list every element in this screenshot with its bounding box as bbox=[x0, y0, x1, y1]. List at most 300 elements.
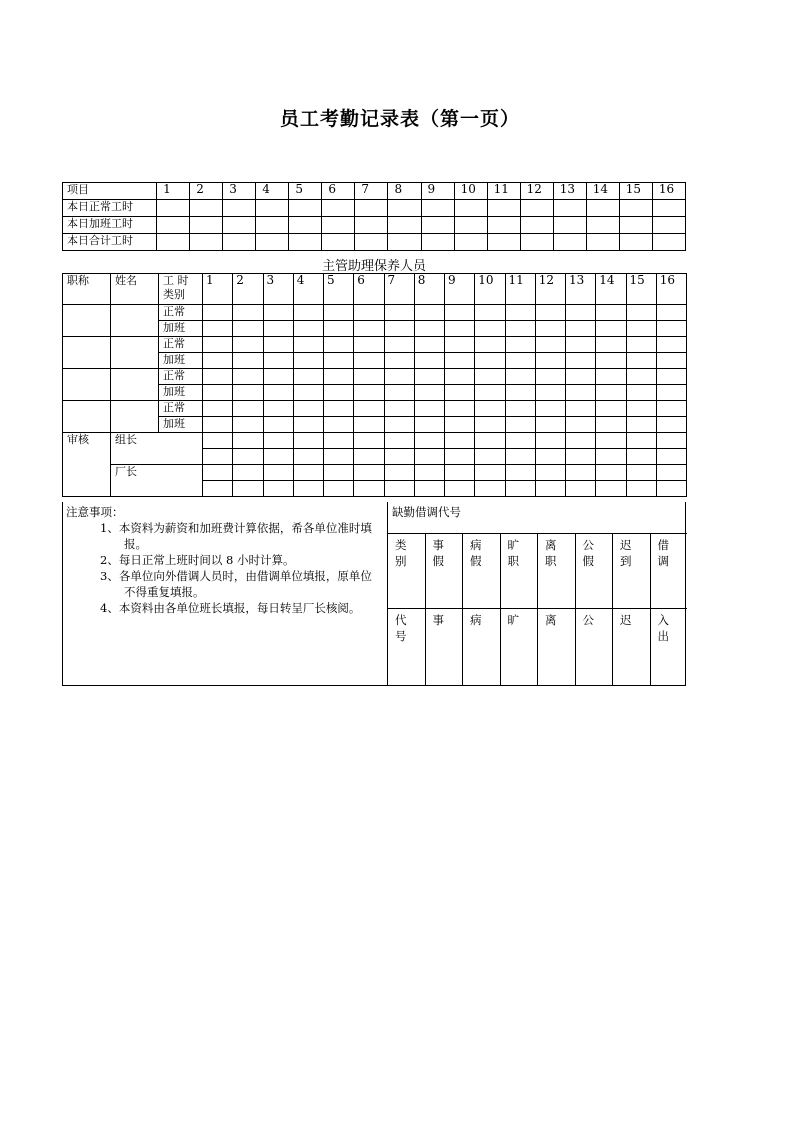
note-item-1: 1、本资料为薪资和加班费计算依据，希各单位准时填 bbox=[100, 521, 372, 535]
attendance-cell[interactable] bbox=[626, 305, 656, 321]
signature-cell[interactable] bbox=[324, 449, 354, 465]
signature-cell[interactable] bbox=[626, 449, 656, 465]
notes-and-codes-section bbox=[62, 502, 686, 686]
hours-cell[interactable] bbox=[223, 200, 256, 217]
attendance-cell[interactable] bbox=[566, 417, 596, 433]
attendance-cell[interactable] bbox=[203, 321, 233, 337]
attendance-cell[interactable] bbox=[324, 401, 354, 417]
signature-cell[interactable] bbox=[596, 465, 626, 481]
absence-type-cell: 借 调 bbox=[657, 538, 669, 568]
attendance-cell[interactable] bbox=[233, 353, 263, 369]
signature-cell[interactable] bbox=[445, 433, 475, 449]
attendance-cell[interactable] bbox=[414, 369, 444, 385]
hours-cell[interactable] bbox=[157, 217, 190, 234]
attendance-cell[interactable] bbox=[414, 321, 444, 337]
attendance-cell[interactable] bbox=[596, 401, 626, 417]
signature-cell[interactable] bbox=[203, 449, 233, 465]
attendance-cell[interactable] bbox=[505, 417, 535, 433]
staff-row bbox=[63, 369, 687, 385]
hours-cell[interactable] bbox=[652, 200, 685, 217]
hours-cell[interactable] bbox=[355, 217, 388, 234]
signature-cell[interactable] bbox=[414, 449, 444, 465]
signature-cell[interactable] bbox=[566, 481, 596, 497]
signature-cell[interactable] bbox=[414, 465, 444, 481]
attendance-cell[interactable] bbox=[384, 417, 414, 433]
hours-cell[interactable] bbox=[454, 200, 487, 217]
attendance-cell[interactable] bbox=[626, 417, 656, 433]
staff-day-header-5: 5 bbox=[324, 274, 354, 305]
attendance-cell[interactable] bbox=[566, 369, 596, 385]
hour-type-overtime: 加班 bbox=[159, 353, 203, 369]
attendance-cell[interactable] bbox=[656, 417, 686, 433]
attendance-cell[interactable] bbox=[263, 369, 293, 385]
attendance-cell[interactable] bbox=[626, 337, 656, 353]
attendance-cell[interactable] bbox=[535, 321, 565, 337]
absence-type-cell: 事 假 bbox=[426, 534, 464, 608]
hours-cell[interactable] bbox=[586, 217, 619, 234]
summary-item-header: 项目 bbox=[63, 183, 157, 200]
attendance-cell[interactable] bbox=[445, 401, 475, 417]
note-item-2: 2、每日正常上班时间以 8 小时计算。 bbox=[100, 553, 295, 567]
attendance-cell[interactable] bbox=[354, 321, 384, 337]
attendance-cell[interactable] bbox=[293, 353, 323, 369]
staff-day-header-1: 1 bbox=[203, 274, 233, 305]
signature-cell[interactable] bbox=[535, 433, 565, 449]
hours-cell[interactable] bbox=[256, 217, 289, 234]
signature-cell[interactable] bbox=[233, 481, 263, 497]
review-label: 审核 bbox=[63, 433, 111, 497]
hours-cell[interactable] bbox=[553, 217, 586, 234]
signature-cell[interactable] bbox=[475, 481, 505, 497]
hours-cell[interactable] bbox=[487, 200, 520, 217]
summary-row bbox=[63, 234, 686, 251]
attendance-cell[interactable] bbox=[535, 337, 565, 353]
signature-cell[interactable] bbox=[445, 481, 475, 497]
signature-cell[interactable] bbox=[203, 481, 233, 497]
note-item-1-cont: 报。 bbox=[124, 537, 147, 551]
attendance-cell[interactable] bbox=[656, 401, 686, 417]
attendance-cell[interactable] bbox=[414, 401, 444, 417]
summary-row-label: 本日合计工时 bbox=[63, 234, 157, 251]
attendance-cell[interactable] bbox=[384, 321, 414, 337]
staff-title-cell[interactable] bbox=[63, 401, 111, 433]
signature-cell[interactable] bbox=[445, 449, 475, 465]
signature-cell[interactable] bbox=[505, 433, 535, 449]
note-item-3-cont: 不得重复填报。 bbox=[124, 585, 205, 599]
staff-title-cell[interactable] bbox=[63, 305, 111, 337]
absence-type-cell: 迟 到 bbox=[613, 534, 651, 608]
attendance-cell[interactable] bbox=[384, 337, 414, 353]
signature-cell[interactable] bbox=[626, 433, 656, 449]
attendance-cell[interactable] bbox=[626, 401, 656, 417]
attendance-cell[interactable] bbox=[445, 369, 475, 385]
hours-cell[interactable] bbox=[619, 217, 652, 234]
absence-type-cell: 病 假 bbox=[463, 534, 501, 608]
attendance-cell[interactable] bbox=[354, 401, 384, 417]
section-title: 主管助理保养人员 bbox=[321, 259, 426, 274]
hours-cell[interactable] bbox=[289, 200, 322, 217]
hours-cell[interactable] bbox=[256, 234, 289, 251]
attendance-cell[interactable] bbox=[596, 305, 626, 321]
attendance-cell[interactable] bbox=[505, 321, 535, 337]
signature-cell[interactable] bbox=[354, 481, 384, 497]
attendance-cell[interactable] bbox=[233, 401, 263, 417]
attendance-cell[interactable] bbox=[566, 321, 596, 337]
staff-title-cell[interactable] bbox=[63, 337, 111, 369]
signature-cell[interactable] bbox=[505, 481, 535, 497]
attendance-cell[interactable] bbox=[354, 337, 384, 353]
hours-cell[interactable] bbox=[322, 217, 355, 234]
attendance-cell[interactable] bbox=[233, 305, 263, 321]
signature-cell[interactable] bbox=[505, 465, 535, 481]
staff-day-header-11: 11 bbox=[505, 274, 535, 305]
hours-cell[interactable] bbox=[223, 234, 256, 251]
hours-cell[interactable] bbox=[454, 234, 487, 251]
hours-cell[interactable] bbox=[322, 200, 355, 217]
attendance-cell[interactable] bbox=[566, 305, 596, 321]
signature-cell[interactable] bbox=[293, 481, 323, 497]
attendance-cell[interactable] bbox=[535, 401, 565, 417]
attendance-cell[interactable] bbox=[445, 353, 475, 369]
attendance-cell[interactable] bbox=[324, 385, 354, 401]
signature-cell[interactable] bbox=[596, 449, 626, 465]
hours-cell[interactable] bbox=[223, 217, 256, 234]
attendance-cell[interactable] bbox=[445, 337, 475, 353]
attendance-cell[interactable] bbox=[566, 337, 596, 353]
attendance-cell[interactable] bbox=[293, 337, 323, 353]
attendance-cell[interactable] bbox=[596, 321, 626, 337]
attendance-cell[interactable] bbox=[566, 401, 596, 417]
absence-code-cell: 事 bbox=[426, 609, 464, 685]
attendance-cell[interactable] bbox=[263, 401, 293, 417]
hours-cell[interactable] bbox=[190, 217, 223, 234]
attendance-cell[interactable] bbox=[445, 417, 475, 433]
col-header-hour-type: 工 时 类别 bbox=[159, 274, 203, 305]
attendance-cell[interactable] bbox=[293, 321, 323, 337]
attendance-cell[interactable] bbox=[505, 353, 535, 369]
attendance-cell[interactable] bbox=[233, 385, 263, 401]
attendance-cell[interactable] bbox=[475, 305, 505, 321]
signature-cell[interactable] bbox=[505, 449, 535, 465]
attendance-cell[interactable] bbox=[263, 305, 293, 321]
attendance-cell[interactable] bbox=[566, 353, 596, 369]
attendance-cell[interactable] bbox=[293, 305, 323, 321]
hours-cell[interactable] bbox=[619, 200, 652, 217]
summary-row-label: 本日加班工时 bbox=[63, 217, 157, 234]
signature-cell[interactable] bbox=[596, 433, 626, 449]
attendance-cell[interactable] bbox=[656, 385, 686, 401]
signature-cell[interactable] bbox=[656, 433, 686, 449]
attendance-cell[interactable] bbox=[354, 369, 384, 385]
staff-row bbox=[63, 305, 687, 321]
attendance-cell[interactable] bbox=[203, 401, 233, 417]
hour-type-overtime: 加班 bbox=[159, 385, 203, 401]
staff-name-cell[interactable] bbox=[111, 305, 159, 337]
attendance-cell[interactable] bbox=[626, 369, 656, 385]
hours-cell[interactable] bbox=[520, 217, 553, 234]
attendance-cell[interactable] bbox=[263, 385, 293, 401]
hours-cell[interactable] bbox=[289, 234, 322, 251]
attendance-cell[interactable] bbox=[505, 369, 535, 385]
hours-cell[interactable] bbox=[355, 200, 388, 217]
signature-cell[interactable] bbox=[293, 433, 323, 449]
attendance-cell[interactable] bbox=[656, 337, 686, 353]
attendance-cell[interactable] bbox=[233, 417, 263, 433]
attendance-cell[interactable] bbox=[203, 305, 233, 321]
attendance-cell[interactable] bbox=[414, 417, 444, 433]
signature-cell[interactable] bbox=[535, 465, 565, 481]
attendance-cell[interactable] bbox=[233, 337, 263, 353]
staff-day-header-2: 2 bbox=[233, 274, 263, 305]
signature-cell[interactable] bbox=[263, 433, 293, 449]
attendance-cell[interactable] bbox=[475, 321, 505, 337]
attendance-cell[interactable] bbox=[354, 417, 384, 433]
hours-cell[interactable] bbox=[421, 234, 454, 251]
signature-cell[interactable] bbox=[414, 481, 444, 497]
signature-cell[interactable] bbox=[535, 481, 565, 497]
hours-cell[interactable] bbox=[619, 234, 652, 251]
day-header-1: 1 bbox=[157, 183, 190, 200]
hours-cell[interactable] bbox=[652, 234, 685, 251]
staff-title-cell[interactable] bbox=[63, 369, 111, 401]
hour-type-overtime: 加班 bbox=[159, 321, 203, 337]
attendance-cell[interactable] bbox=[384, 353, 414, 369]
attendance-cell[interactable] bbox=[445, 385, 475, 401]
hours-cell[interactable] bbox=[388, 200, 421, 217]
attendance-cell[interactable] bbox=[384, 385, 414, 401]
signature-cell[interactable] bbox=[324, 481, 354, 497]
attendance-cell[interactable] bbox=[535, 417, 565, 433]
attendance-cell[interactable] bbox=[414, 385, 444, 401]
note-item-3: 3、各单位向外借调人员时，由借调单位填报，原单位 bbox=[100, 569, 372, 583]
hours-cell[interactable] bbox=[520, 234, 553, 251]
hours-cell[interactable] bbox=[355, 234, 388, 251]
attendance-cell[interactable] bbox=[414, 305, 444, 321]
attendance-cell[interactable] bbox=[414, 337, 444, 353]
hours-cell[interactable] bbox=[388, 234, 421, 251]
attendance-cell[interactable] bbox=[475, 369, 505, 385]
signature-cell[interactable] bbox=[566, 433, 596, 449]
hours-cell[interactable] bbox=[157, 200, 190, 217]
signature-cell[interactable] bbox=[566, 465, 596, 481]
day-header-13: 13 bbox=[553, 183, 586, 200]
attendance-cell[interactable] bbox=[475, 417, 505, 433]
attendance-cell[interactable] bbox=[203, 369, 233, 385]
staff-day-header-7: 7 bbox=[384, 274, 414, 305]
signature-cell[interactable] bbox=[263, 449, 293, 465]
signature-cell[interactable] bbox=[384, 449, 414, 465]
absence-code-cell: 入 出 bbox=[657, 613, 669, 643]
team-leader-label: 组长 bbox=[111, 433, 203, 465]
signature-cell[interactable] bbox=[656, 465, 686, 481]
hours-cell[interactable] bbox=[289, 217, 322, 234]
attendance-cell[interactable] bbox=[626, 321, 656, 337]
staff-day-header-16: 16 bbox=[656, 274, 686, 305]
signature-cell[interactable] bbox=[384, 433, 414, 449]
hours-cell[interactable] bbox=[553, 234, 586, 251]
day-header-12: 12 bbox=[520, 183, 553, 200]
signature-cell[interactable] bbox=[384, 465, 414, 481]
signature-cell[interactable] bbox=[233, 433, 263, 449]
signature-cell[interactable] bbox=[293, 449, 323, 465]
attendance-cell[interactable] bbox=[535, 369, 565, 385]
review-row bbox=[63, 465, 687, 481]
signature-cell[interactable] bbox=[414, 433, 444, 449]
hour-type-normal: 正常 bbox=[159, 369, 203, 385]
attendance-cell[interactable] bbox=[414, 353, 444, 369]
hours-cell[interactable] bbox=[454, 217, 487, 234]
signature-cell[interactable] bbox=[596, 481, 626, 497]
attendance-cell[interactable] bbox=[384, 369, 414, 385]
attendance-cell[interactable] bbox=[293, 369, 323, 385]
attendance-cell[interactable] bbox=[324, 417, 354, 433]
staff-day-header-10: 10 bbox=[475, 274, 505, 305]
summary-header-row bbox=[63, 183, 686, 200]
hours-cell[interactable] bbox=[520, 200, 553, 217]
attendance-cell[interactable] bbox=[656, 353, 686, 369]
hours-cell[interactable] bbox=[421, 200, 454, 217]
attendance-cell[interactable] bbox=[475, 401, 505, 417]
attendance-cell[interactable] bbox=[505, 337, 535, 353]
attendance-cell[interactable] bbox=[233, 321, 263, 337]
attendance-cell[interactable] bbox=[445, 321, 475, 337]
attendance-cell[interactable] bbox=[263, 353, 293, 369]
signature-cell[interactable] bbox=[445, 465, 475, 481]
review-row bbox=[63, 433, 687, 449]
signature-cell[interactable] bbox=[203, 465, 233, 481]
attendance-cell[interactable] bbox=[475, 353, 505, 369]
day-header-3: 3 bbox=[223, 183, 256, 200]
day-header-4: 4 bbox=[256, 183, 289, 200]
hours-cell[interactable] bbox=[421, 217, 454, 234]
hours-cell[interactable] bbox=[322, 234, 355, 251]
signature-cell[interactable] bbox=[324, 433, 354, 449]
absence-codes-title: 缺勤借调代号 bbox=[388, 502, 687, 534]
attendance-cell[interactable] bbox=[203, 353, 233, 369]
hours-cell[interactable] bbox=[190, 234, 223, 251]
signature-cell[interactable] bbox=[656, 449, 686, 465]
staff-day-header-15: 15 bbox=[626, 274, 656, 305]
attendance-cell[interactable] bbox=[384, 401, 414, 417]
hours-cell[interactable] bbox=[586, 200, 619, 217]
attendance-cell[interactable] bbox=[535, 353, 565, 369]
attendance-cell[interactable] bbox=[626, 385, 656, 401]
attendance-cell[interactable] bbox=[324, 321, 354, 337]
signature-cell[interactable] bbox=[626, 481, 656, 497]
signature-cell[interactable] bbox=[233, 449, 263, 465]
absence-type-cell: 离 职 bbox=[538, 534, 576, 608]
attendance-cell[interactable] bbox=[233, 369, 263, 385]
attendance-cell[interactable] bbox=[324, 305, 354, 321]
attendance-cell[interactable] bbox=[203, 417, 233, 433]
attendance-cell[interactable] bbox=[203, 385, 233, 401]
signature-cell[interactable] bbox=[475, 465, 505, 481]
hours-cell[interactable] bbox=[190, 200, 223, 217]
attendance-cell[interactable] bbox=[263, 337, 293, 353]
signature-cell[interactable] bbox=[203, 433, 233, 449]
summary-row-label: 本日正常工时 bbox=[63, 200, 157, 217]
attendance-cell[interactable] bbox=[354, 353, 384, 369]
attendance-cell[interactable] bbox=[293, 401, 323, 417]
attendance-cell[interactable] bbox=[324, 353, 354, 369]
signature-cell[interactable] bbox=[475, 433, 505, 449]
attendance-cell[interactable] bbox=[505, 401, 535, 417]
attendance-cell[interactable] bbox=[293, 417, 323, 433]
attendance-cell[interactable] bbox=[324, 337, 354, 353]
signature-cell[interactable] bbox=[535, 449, 565, 465]
hours-cell[interactable] bbox=[586, 234, 619, 251]
signature-cell[interactable] bbox=[626, 465, 656, 481]
attendance-cell[interactable] bbox=[263, 417, 293, 433]
absence-code-row bbox=[388, 609, 687, 685]
attendance-cell[interactable] bbox=[354, 305, 384, 321]
signature-cell[interactable] bbox=[475, 449, 505, 465]
attendance-cell[interactable] bbox=[293, 385, 323, 401]
hours-cell[interactable] bbox=[487, 217, 520, 234]
attendance-cell[interactable] bbox=[324, 369, 354, 385]
attendance-cell[interactable] bbox=[535, 305, 565, 321]
attendance-cell[interactable] bbox=[263, 321, 293, 337]
hours-cell[interactable] bbox=[652, 217, 685, 234]
hours-cell[interactable] bbox=[388, 217, 421, 234]
attendance-cell[interactable] bbox=[656, 305, 686, 321]
hours-cell[interactable] bbox=[256, 200, 289, 217]
attendance-cell[interactable] bbox=[656, 369, 686, 385]
summary-row bbox=[63, 217, 686, 234]
signature-cell[interactable] bbox=[566, 449, 596, 465]
attendance-cell[interactable] bbox=[203, 337, 233, 353]
signature-cell[interactable] bbox=[384, 481, 414, 497]
attendance-cell[interactable] bbox=[354, 385, 384, 401]
attendance-cell[interactable] bbox=[626, 353, 656, 369]
signature-cell[interactable] bbox=[263, 481, 293, 497]
attendance-cell[interactable] bbox=[596, 369, 626, 385]
attendance-cell[interactable] bbox=[445, 305, 475, 321]
staff-day-header-14: 14 bbox=[596, 274, 626, 305]
hours-cell[interactable] bbox=[553, 200, 586, 217]
attendance-cell[interactable] bbox=[596, 337, 626, 353]
signature-cell[interactable] bbox=[354, 465, 384, 481]
attendance-cell[interactable] bbox=[656, 321, 686, 337]
day-header-14: 14 bbox=[586, 183, 619, 200]
signature-cell[interactable] bbox=[233, 465, 263, 481]
signature-cell[interactable] bbox=[293, 465, 323, 481]
attendance-cell[interactable] bbox=[596, 385, 626, 401]
signature-cell[interactable] bbox=[354, 433, 384, 449]
staff-name-cell[interactable] bbox=[111, 369, 159, 401]
signature-cell[interactable] bbox=[324, 465, 354, 481]
staff-name-cell[interactable] bbox=[111, 401, 159, 433]
hour-type-overtime: 加班 bbox=[159, 417, 203, 433]
staff-day-header-13: 13 bbox=[566, 274, 596, 305]
attendance-cell[interactable] bbox=[535, 385, 565, 401]
attendance-cell[interactable] bbox=[596, 353, 626, 369]
attendance-cell[interactable] bbox=[505, 385, 535, 401]
attendance-cell[interactable] bbox=[475, 337, 505, 353]
attendance-cell[interactable] bbox=[475, 385, 505, 401]
attendance-cell[interactable] bbox=[505, 305, 535, 321]
hours-cell[interactable] bbox=[487, 234, 520, 251]
signature-cell[interactable] bbox=[354, 449, 384, 465]
signature-cell[interactable] bbox=[656, 481, 686, 497]
staff-name-cell[interactable] bbox=[111, 337, 159, 369]
attendance-cell[interactable] bbox=[566, 385, 596, 401]
hours-cell[interactable] bbox=[157, 234, 190, 251]
attendance-cell[interactable] bbox=[596, 417, 626, 433]
attendance-cell[interactable] bbox=[384, 305, 414, 321]
summary-row bbox=[63, 200, 686, 217]
signature-cell[interactable] bbox=[263, 465, 293, 481]
